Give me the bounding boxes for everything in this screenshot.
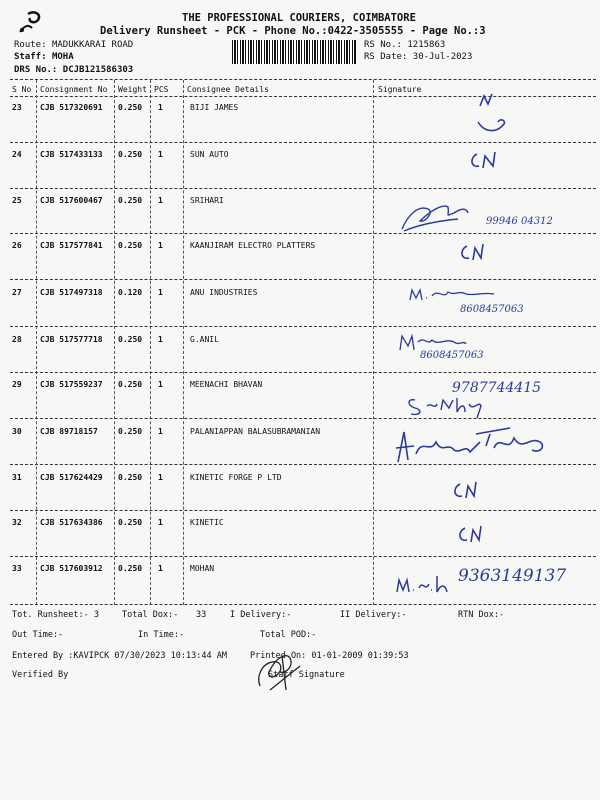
rs-no-value: 1215863 — [407, 40, 446, 50]
row-pcs: 1 — [158, 241, 163, 250]
row-consignee: MOHAN — [190, 564, 215, 573]
staff-signature-mark — [250, 646, 310, 696]
col-pcs: PCS — [154, 85, 169, 94]
row-consignment: CJB 89718157 — [40, 427, 98, 436]
total-dox-value: 33 — [196, 610, 207, 620]
row-weight: 0.250 — [118, 518, 143, 527]
drs-line — [14, 65, 133, 75]
row-consignee: KAANJIRAM ELECTRO PLATTERS — [190, 241, 316, 250]
row-rule — [10, 279, 596, 280]
row-sno: 32 — [12, 518, 22, 527]
row-sno: 28 — [12, 335, 22, 344]
col-signature: Signature — [378, 85, 422, 94]
rs-date-line — [364, 52, 472, 62]
row-29-note: 9787744415 — [452, 380, 542, 396]
signature-mark — [465, 148, 505, 173]
row-consignment: CJB 517634386 — [40, 518, 103, 527]
signature-mark — [455, 240, 490, 265]
col-weight: Weight — [118, 85, 147, 94]
barcode — [232, 40, 356, 64]
row-consignment: CJB 517624429 — [40, 473, 103, 482]
row-consignee: SUN AUTO — [190, 150, 229, 159]
row-consignee: G.ANIL — [190, 335, 219, 344]
row-pcs: 1 — [158, 288, 163, 297]
row-rule — [10, 372, 596, 373]
i-delivery: I Delivery:- — [230, 610, 292, 620]
entered-by: Entered By :KAVIPCK 07/30/2023 10:13:44 AM — [12, 651, 227, 661]
staff-value: MOHA — [51, 52, 74, 62]
printed-on: Printed On: 01-01-2009 01:39:53 — [250, 651, 409, 661]
col-divider — [183, 80, 184, 605]
staff-label: Staff: — [14, 52, 47, 62]
row-pcs: 1 — [158, 518, 163, 527]
header-top-rule — [10, 79, 596, 80]
company-title: THE PROFESSIONAL COURIERS, COIMBATORE — [182, 12, 416, 24]
row-weight: 0.250 — [118, 196, 143, 205]
row-weight: 0.250 — [118, 473, 143, 482]
row-sno: 30 — [12, 427, 22, 436]
signature-mark — [470, 92, 520, 137]
row-consignment: CJB 517497318 — [40, 288, 103, 297]
row-rule — [10, 326, 596, 327]
rs-date-label: RS Date: — [364, 52, 408, 62]
row-pcs: 1 — [158, 335, 163, 344]
signature-mark — [455, 522, 485, 546]
row-weight: 0.250 — [118, 380, 143, 389]
in-time: In Time:- — [138, 630, 185, 640]
row-consignee: ANU INDUSTRIES — [190, 288, 258, 297]
route-label: Route: — [14, 40, 47, 50]
signature-mark — [405, 392, 485, 420]
row-rule — [10, 510, 596, 511]
signature-mark — [390, 424, 550, 468]
col-divider — [36, 80, 37, 605]
drs-label: DRS No.: — [14, 65, 58, 75]
row-sno: 33 — [12, 564, 22, 573]
row-25-note: 99946 04312 — [486, 216, 553, 227]
table-bottom-rule — [10, 604, 596, 605]
row-weight: 0.250 — [118, 335, 143, 344]
row-pcs: 1 — [158, 380, 163, 389]
row-rule — [10, 188, 596, 189]
row-sno: 25 — [12, 196, 22, 205]
row-consignment: CJB 517433133 — [40, 150, 103, 159]
row-weight: 0.120 — [118, 288, 143, 297]
route-line — [14, 40, 133, 50]
row-28-note: 8608457063 — [420, 350, 484, 361]
row-rule — [10, 142, 596, 143]
row-consignee: BIJI JAMES — [190, 103, 239, 112]
rs-no-line — [364, 40, 445, 50]
ii-delivery: II Delivery:- — [340, 610, 407, 620]
rtn-dox: RTN Dox:- — [458, 610, 505, 620]
row-consignment: CJB 517603912 — [40, 564, 103, 573]
row-sno: 31 — [12, 473, 22, 482]
route-value: MADUKKARAI ROAD — [51, 40, 134, 50]
row-pcs: 1 — [158, 196, 163, 205]
row-pcs: 1 — [158, 150, 163, 159]
row-consignee: KINETIC — [190, 518, 224, 527]
col-consignment: Consignment No — [40, 85, 108, 94]
drs-value: DCJB121586303 — [62, 65, 134, 75]
row-consignment: CJB 517577841 — [40, 241, 103, 250]
row-consignee: KINETIC FORGE P LTD — [190, 473, 282, 482]
out-time: Out Time:- — [12, 630, 64, 640]
row-sno: 26 — [12, 241, 22, 250]
total-dox-label: Total Dox:- — [122, 610, 179, 620]
signature-mark — [395, 570, 455, 596]
row-consignment: CJB 517577718 — [40, 335, 103, 344]
row-pcs: 1 — [158, 427, 163, 436]
row-sno: 27 — [12, 288, 22, 297]
col-sno: S No — [12, 85, 32, 94]
row-weight: 0.250 — [118, 564, 143, 573]
row-pcs: 1 — [158, 103, 163, 112]
row-pcs: 1 — [158, 473, 163, 482]
row-rule — [10, 418, 596, 419]
verified-by: Verified By — [12, 670, 69, 680]
row-weight: 0.250 — [118, 241, 143, 250]
tot-runsheet: Tot. Runsheet:- 3 — [12, 610, 99, 620]
row-33-note: 9363149137 — [458, 566, 567, 586]
row-rule — [10, 233, 596, 234]
row-sno: 29 — [12, 380, 22, 389]
col-divider — [114, 80, 115, 605]
col-divider — [150, 80, 151, 605]
rs-no-label: RS No.: — [364, 40, 402, 50]
row-consignee: MEENACHI BHAVAN — [190, 380, 263, 389]
signature-mark — [408, 286, 498, 304]
company-logo-icon — [14, 10, 46, 36]
row-pcs: 1 — [158, 564, 163, 573]
row-consignment: CJB 517559237 — [40, 380, 103, 389]
row-27-note: 8608457063 — [460, 304, 524, 315]
signature-mark — [398, 195, 473, 235]
col-divider — [373, 80, 374, 605]
row-consignment: CJB 517320691 — [40, 103, 103, 112]
staff-line — [14, 52, 74, 62]
staff-signature-label: Staff Signature — [268, 670, 345, 680]
row-weight: 0.250 — [118, 103, 143, 112]
row-consignee: PALANIAPPAN BALASUBRAMANIAN — [190, 427, 321, 436]
col-consignee: Consignee Details — [187, 85, 269, 94]
rs-date-value: 30-Jul-2023 — [412, 52, 473, 62]
row-consignment: CJB 517600467 — [40, 196, 103, 205]
row-consignee: SRIHARI — [190, 196, 224, 205]
row-weight: 0.250 — [118, 427, 143, 436]
total-pod: Total POD:- — [260, 630, 317, 640]
runsheet-subtitle: Delivery Runsheet - PCK - Phone No.:0422-3505555 - Page No.:3 — [100, 25, 486, 37]
row-rule — [10, 556, 596, 557]
signature-mark — [398, 332, 468, 352]
row-sno: 24 — [12, 150, 22, 159]
signature-mark — [448, 478, 488, 503]
row-weight: 0.250 — [118, 150, 143, 159]
row-sno: 23 — [12, 103, 22, 112]
